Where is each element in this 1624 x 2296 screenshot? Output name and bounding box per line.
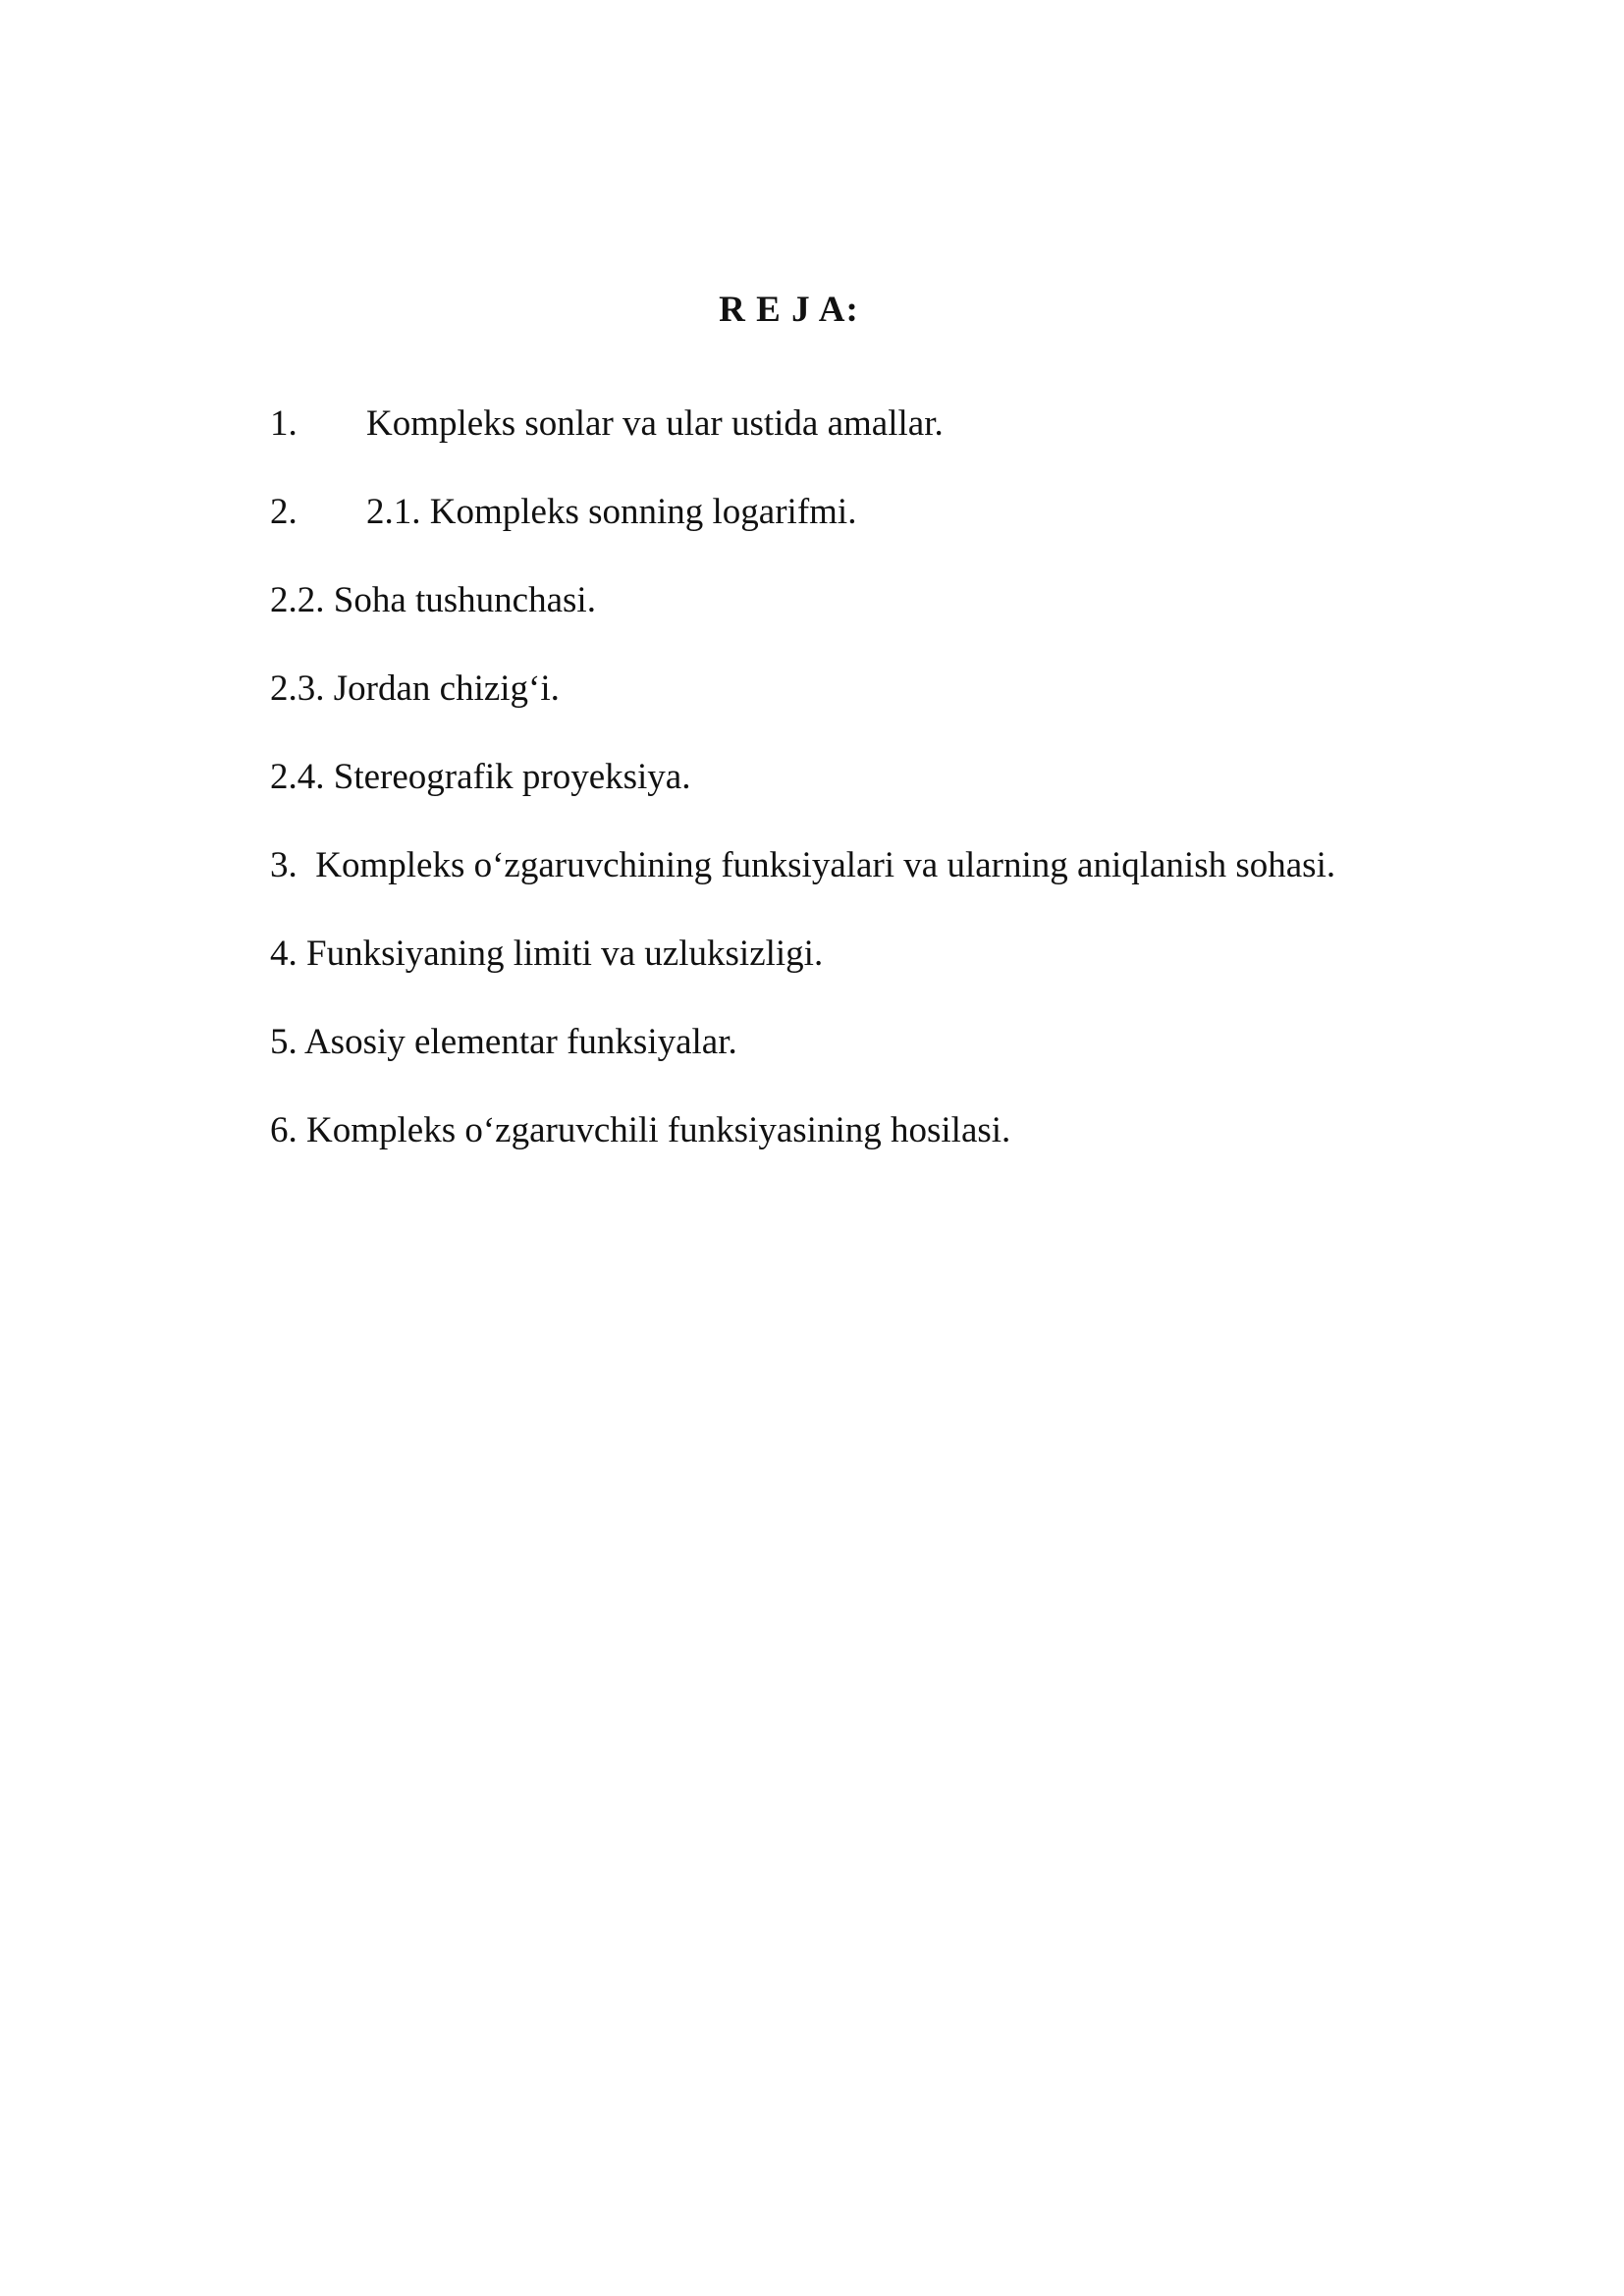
plan-item-text: Kompleks sonlar va ular ustida amallar. (366, 403, 944, 444)
plan-item-text: 6. Kompleks o‘zgaruvchili funksiyasining hosilasi. (270, 1110, 1011, 1150)
plan-item-text: 2.2. Soha tushunchasi. (270, 580, 596, 620)
plan-item-text: 5. Asosiy elementar funksiyalar. (270, 1022, 737, 1062)
plan-item-text: 3. Kompleks o‘zgaruvchining funksiyalari va ularning aniqlanish sohasi. (270, 845, 1336, 885)
plan-item-text: 2.3. Jordan chizig‘i. (270, 668, 560, 709)
plan-item-6 (234, 1060, 1010, 1201)
plan-title: R E J A: (719, 290, 859, 330)
plan-item-number: 2. (270, 492, 298, 532)
plan-item-number: 1. (270, 403, 298, 444)
plan-item-text: 4. Funksiyaning limiti va uzluksizligi. (270, 934, 824, 974)
plan-item-text: 2.1. Kompleks sonning logarifmi. (366, 492, 857, 532)
plan-item-text: 2.4. Stereografik proyeksiya. (270, 757, 691, 797)
